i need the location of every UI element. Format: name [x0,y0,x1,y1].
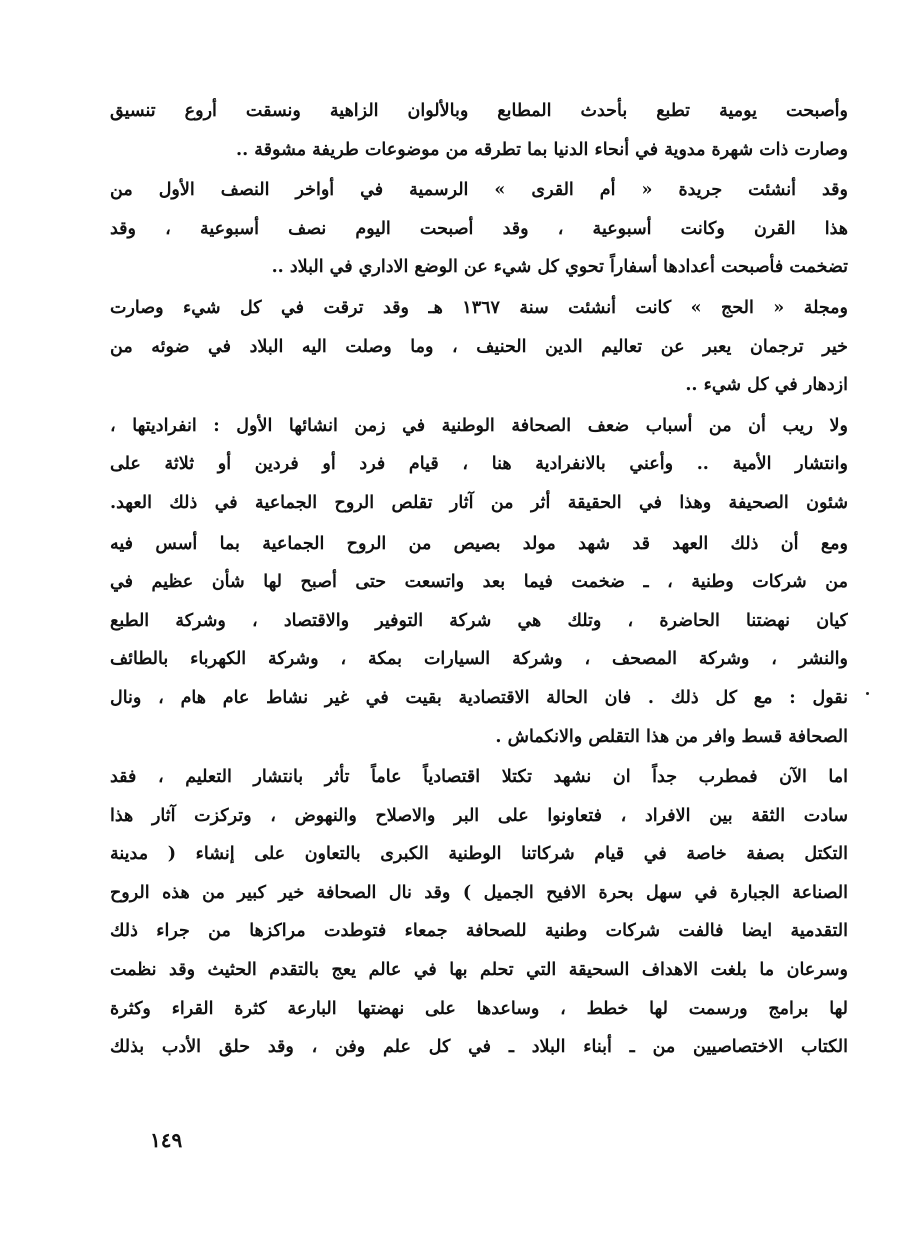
page-number: ١٤٩ [150,1128,183,1152]
text-line: اما الآن فمطرب جداً ان نشهد تكتلا اقتصادياً عاماً تأثر بانتشار التعليم ، فقد [110,767,848,788]
text-line: وسرعان ما بلغت الاهداف السحيقة التي تحلم بها في عالم يعج بالتقدم الحثيث وقد نظمت [110,960,848,981]
text-line: التكتل بصفة خاصة في قيام شركاتنا الوطنية الكبرى بالتعاون على إنشاء ( مدينة [110,844,848,865]
text-line: ومع أن ذلك العهد قد شهد مولد بصيص من الروح الجماعية بما أسس فيه [110,533,848,554]
body-text [110,92,848,1067]
text-line: ازدهار في كل شيء .. [685,375,848,396]
text-line: وصارت ذات شهرة مدوية في أنحاء الدنيا بما تطرقه من موضوعات طريفة مشوقة .. [236,139,848,160]
text-line: تضخمت فأصبحت أعدادها أسفاراً تحوي كل شيء عن الوضع الاداري في البلاد .. [271,257,848,278]
text-line: نقول : مع كل ذلك . فان الحالة الاقتصادية بقيت في غير نشاط عام هام ، ونال [110,687,848,708]
text-line: وقد أنشئت جريدة « أم القرى » الرسمية في أواخر النصف الأول من [110,180,848,201]
text-line: من شركات وطنية ، ـ ضخمت فيما بعد واتسعت حتى أصبح لها شأن عظيم في [110,572,848,593]
text-line: الصناعة الجبارة في سهل بحرة الافيح الجميل ) وقد نال الصحافة خير كبير من هذه الروح [110,882,848,903]
text-line: سادت الثقة بين الافراد ، فتعاونوا على البر والاصلاح والنهوض ، وتركزت آثار هذا [110,805,848,826]
text-line: ولا ريب أن من أسباب ضعف الصحافة الوطنية في زمن انشائها الأول : انفراديتها ، [110,415,848,436]
text-line: الكتاب الاختصاصيين من ـ أبناء البلاد ـ في كل علم وفن ، وقد حلق الأدب بذلك [110,1037,848,1058]
text-line: والنشر ، وشركة المصحف ، وشركة السيارات بمكة ، وشركة الكهرباء بالطائف [110,649,848,670]
scan-speck [866,692,869,695]
text-line: لها برامج ورسمت لها خطط ، وساعدها على نهضتها البارعة كثرة القراء وكثرة [110,998,848,1019]
text-line: ومجلة « الحج » كانت أنشئت سنة ١٣٦٧ هـ وقد ترقت في كل شيء وصارت [110,297,848,318]
text-line: شئون الصحيفة وهذا في الحقيقة أثر من آثار تقلص الروح الجماعية في ذلك العهد. [110,492,848,513]
text-line: خير ترجمان يعبر عن تعاليم الدين الحنيف ، وما وصلت اليه البلاد في ضوئه من [110,336,848,357]
text-line: كيان نهضتنا الحاضرة ، وتلك هي شركة التوفير والاقتصاد ، وشركة الطبع [110,610,848,631]
text-line: وأصبحت يومية تطبع بأحدث المطابع وبالألوان الزاهية ونسقت أروع تنسيق [110,101,848,121]
text-line: الصحافة قسط وافر من هذا التقلص والانكماش . [495,726,848,747]
text-line: وانتشار الأمية .. وأعني بالانفرادية هنا ، قيام فرد أو فردين أو ثلاثة على [110,454,848,475]
text-line: هذا القرن وكانت أسبوعية ، وقد أصبحت اليوم نصف أسبوعية ، وقد [110,218,848,239]
text-line: التقدمية ايضا فالفت شركات وطنية للصحافة جمعاء فتوطدت مراكزها من جراء ذلك [110,921,848,942]
